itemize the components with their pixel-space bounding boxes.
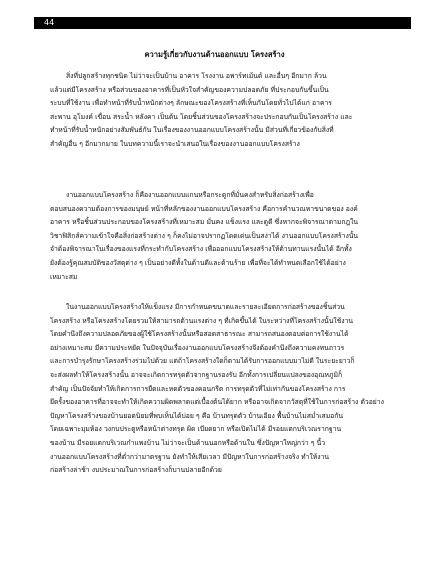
page-number: 44	[44, 18, 55, 27]
paragraph-line: ตอบสนองความต้องการของมนุษย์ หน้าที่หลักของงานออกแบบโครงสร้าง คือการคำนวณหาขนาดของ องค์	[50, 204, 358, 213]
paragraph-line: สำคัญอื่น ๆ อีกมากมาย ในบทความนี้เราจะนำเสนอในเรื่องของงานออกแบบโครงสร้าง	[50, 139, 300, 148]
paragraph-line: ระบบที่ใช้งาน เพื่อทำหน้าที่รับน้ำหนักต่างๆ ลักษณะของโครงสร้างที่เห็นกันโดยทั่วไปได้แก่ อาคาร	[50, 99, 332, 108]
paragraph-line: ในงานออกแบบโครงสร้างให้แข็งแรง มีการกำหนดขนาดและรายละเอียดการก่อสร้างของชิ้นส่วน	[66, 303, 345, 311]
paragraph-line: ก่อสร้างล่าช้า งบประมาณในการก่อสร้างก็บานปลายอีกด้วย	[50, 466, 222, 475]
paragraph-line: ของบ้าน มีรอยแตกบริเวณกำแพงบ้าน ไม่ว่าจะเป็นด้านนอกหรือด้านใน ซึ่งปัญหาใหญ่กว่า ๆ นี้ว	[50, 438, 326, 447]
paragraph-line: สำคัญ เป็นปัจจัยทำให้เกิดการการยืดและหดตัวของคอนกรีต การทรุดตัวที่ไม่เท่ากันของโครงสร้าง การ	[50, 384, 346, 393]
document-title: ความรู้เกี่ยวกับงานด้านออกแบบ โครงสร้าง	[144, 50, 285, 59]
paragraph-1	[50, 70, 395, 152]
paragraph-line: จะส่งผลทำให้โครงสร้างนั้น อาจจะเกิดการทรุดตัวจากฐานรองรับ อีกทั้งการเปลี่ยนแปลงของอุณหภูมิก็	[50, 370, 343, 379]
paragraph-3	[50, 301, 395, 478]
paragraph-line: แล้วแต่มีโครงสร้าง หรือส่วนของอาคารที่เป็นหัวใจสำคัญของความปลอดภัย ที่ประกอบกันขึ้นเป็น	[50, 85, 329, 94]
paragraph-line: สะพาน อุโมงค์ เขื่อน สระน้ำ หลังคา เป็นต้น โดยชิ้นส่วนของโครงสร้างจะประกอบกันเป็นโครงสร้าง และ	[50, 112, 353, 121]
paragraph-2	[50, 189, 395, 284]
paragraph-line: ยังต้องรู้คุณสมบัติของวัสดุต่าง ๆ เป็นอย่างดีทั้งในด้านดีและด้านร้าย เพื่อที่จะได้ทำหนดเลือกใช้ได้อย่าง	[50, 258, 346, 267]
paragraph-line: โดยคำนึงถึงความปลอดภัยของผู้ใช้โครงสร้างนั้นหรือสอดสาธารณะ สามารถสนองตอบต่อการใช้งานได้	[50, 330, 349, 339]
paragraph-line: สิ่งที่ปลูกสร้างทุกชนิด ไม่ว่าจะเป็นบ้าน อาคาร โรงงาน อพาร์ทเม้นต์ และอื่นๆ อีกมาก ล้วน	[66, 72, 327, 80]
paragraph-line: และการบำรุงรักษาโครงสร้างร่วมไปด้วย แต่ถ้าโครงสร้างใดก็ตามได้รับการออกแบบมาไม่ดี ในระยะยาวก็	[50, 357, 355, 366]
paragraph-line: เหมาะสม	[50, 272, 78, 281]
paragraph-line: จำต้องพิจารณาในเรื่องของแรงที่กระทำกับโครงสร้าง เพื่อออกแบบโครงสร้างให้ต้านทานแรงนั้นได้ อีกทั้ง	[50, 245, 352, 254]
paragraph-line: อาคาร หรือชิ้นส่วนประกอบของโครงสร้างที่เหมาะสม มั่นคง แข็งแรง และดูดี ซึ่งหากจะพิจารณาตามกฎใน	[50, 218, 359, 227]
page-number-bar	[34, 17, 411, 29]
paragraph-line: ทำหน้าที่รับน้ำหนักอย่างสัมพันธ์กัน ในเรื่องของงานออกแบบโครงสร้างนั้น มีส่วนที่เกี่ยวข้องกับสิ่งที่	[50, 126, 334, 135]
paragraph-line: โครงสร้าง หรือโครงสร้างโดยรวมให้สามารถต้านแรงต่าง ๆ ที่เกิดขึ้นได้ ในระหว่างที่โครงสร้างนั้นใช้งาน	[50, 316, 354, 325]
paragraph-line: วิชาฟิสิกส์ความเข้าใจคือสิ่งก่อสร้างต่าง ๆ ก็คงไม่อาจปรากฏโดดเด่นเป็นสง่าได้ งานออกแบบโครงสร้างนั้น	[50, 231, 359, 240]
paragraph-line: อย่างเหมาะสม มีความประหยัด ในปัจจุบันเรื่องงานออกแบบโครงสร้างจึงต้องคำนึงถึงความคงทนถาวร	[50, 343, 345, 352]
paragraph-line: โดยเฉพาะมุมห้อง วงกบประตูหรือหน้าต่างทรุด ผิด เบียดยาก หรือเปิดไม่ได้ มีรอยแตกบริเวณรากฐาน	[50, 425, 342, 434]
paragraph-line: ยึดรั้งของอาคารที่อาจจะทำให้เกิดความผิดพลาดแต่เบื้องต้นได้ยาก หรืออาจเกิดจากวัสดุที่ใช้ในการก่อสร้าง ตัวอย่าง	[50, 398, 384, 407]
paragraph-line: งานออกแบบโครงสร้าง ก็คืองานออกแบบแกนหรือกระดูกที่มั่นคงสำหรับสิ่งก่อสร้างเพื่อ	[66, 191, 314, 199]
paragraph-line: งานออกแบบโครงสร้างที่ต่ำกว่ามาตรฐาน ยังทำให้เสียเวลา มีปัญหาในการก่อสร้างจริง ทำให้งาน	[50, 452, 330, 461]
paragraph-line: ปัญหาโครงสร้างของบ้านยอดนิยมที่พบเห็นได้บ่อย ๆ คือ บ้านทรุดตัว บ้านเอียง พื้นบ้านไม่สม่ำเสมอกัน	[50, 411, 344, 420]
